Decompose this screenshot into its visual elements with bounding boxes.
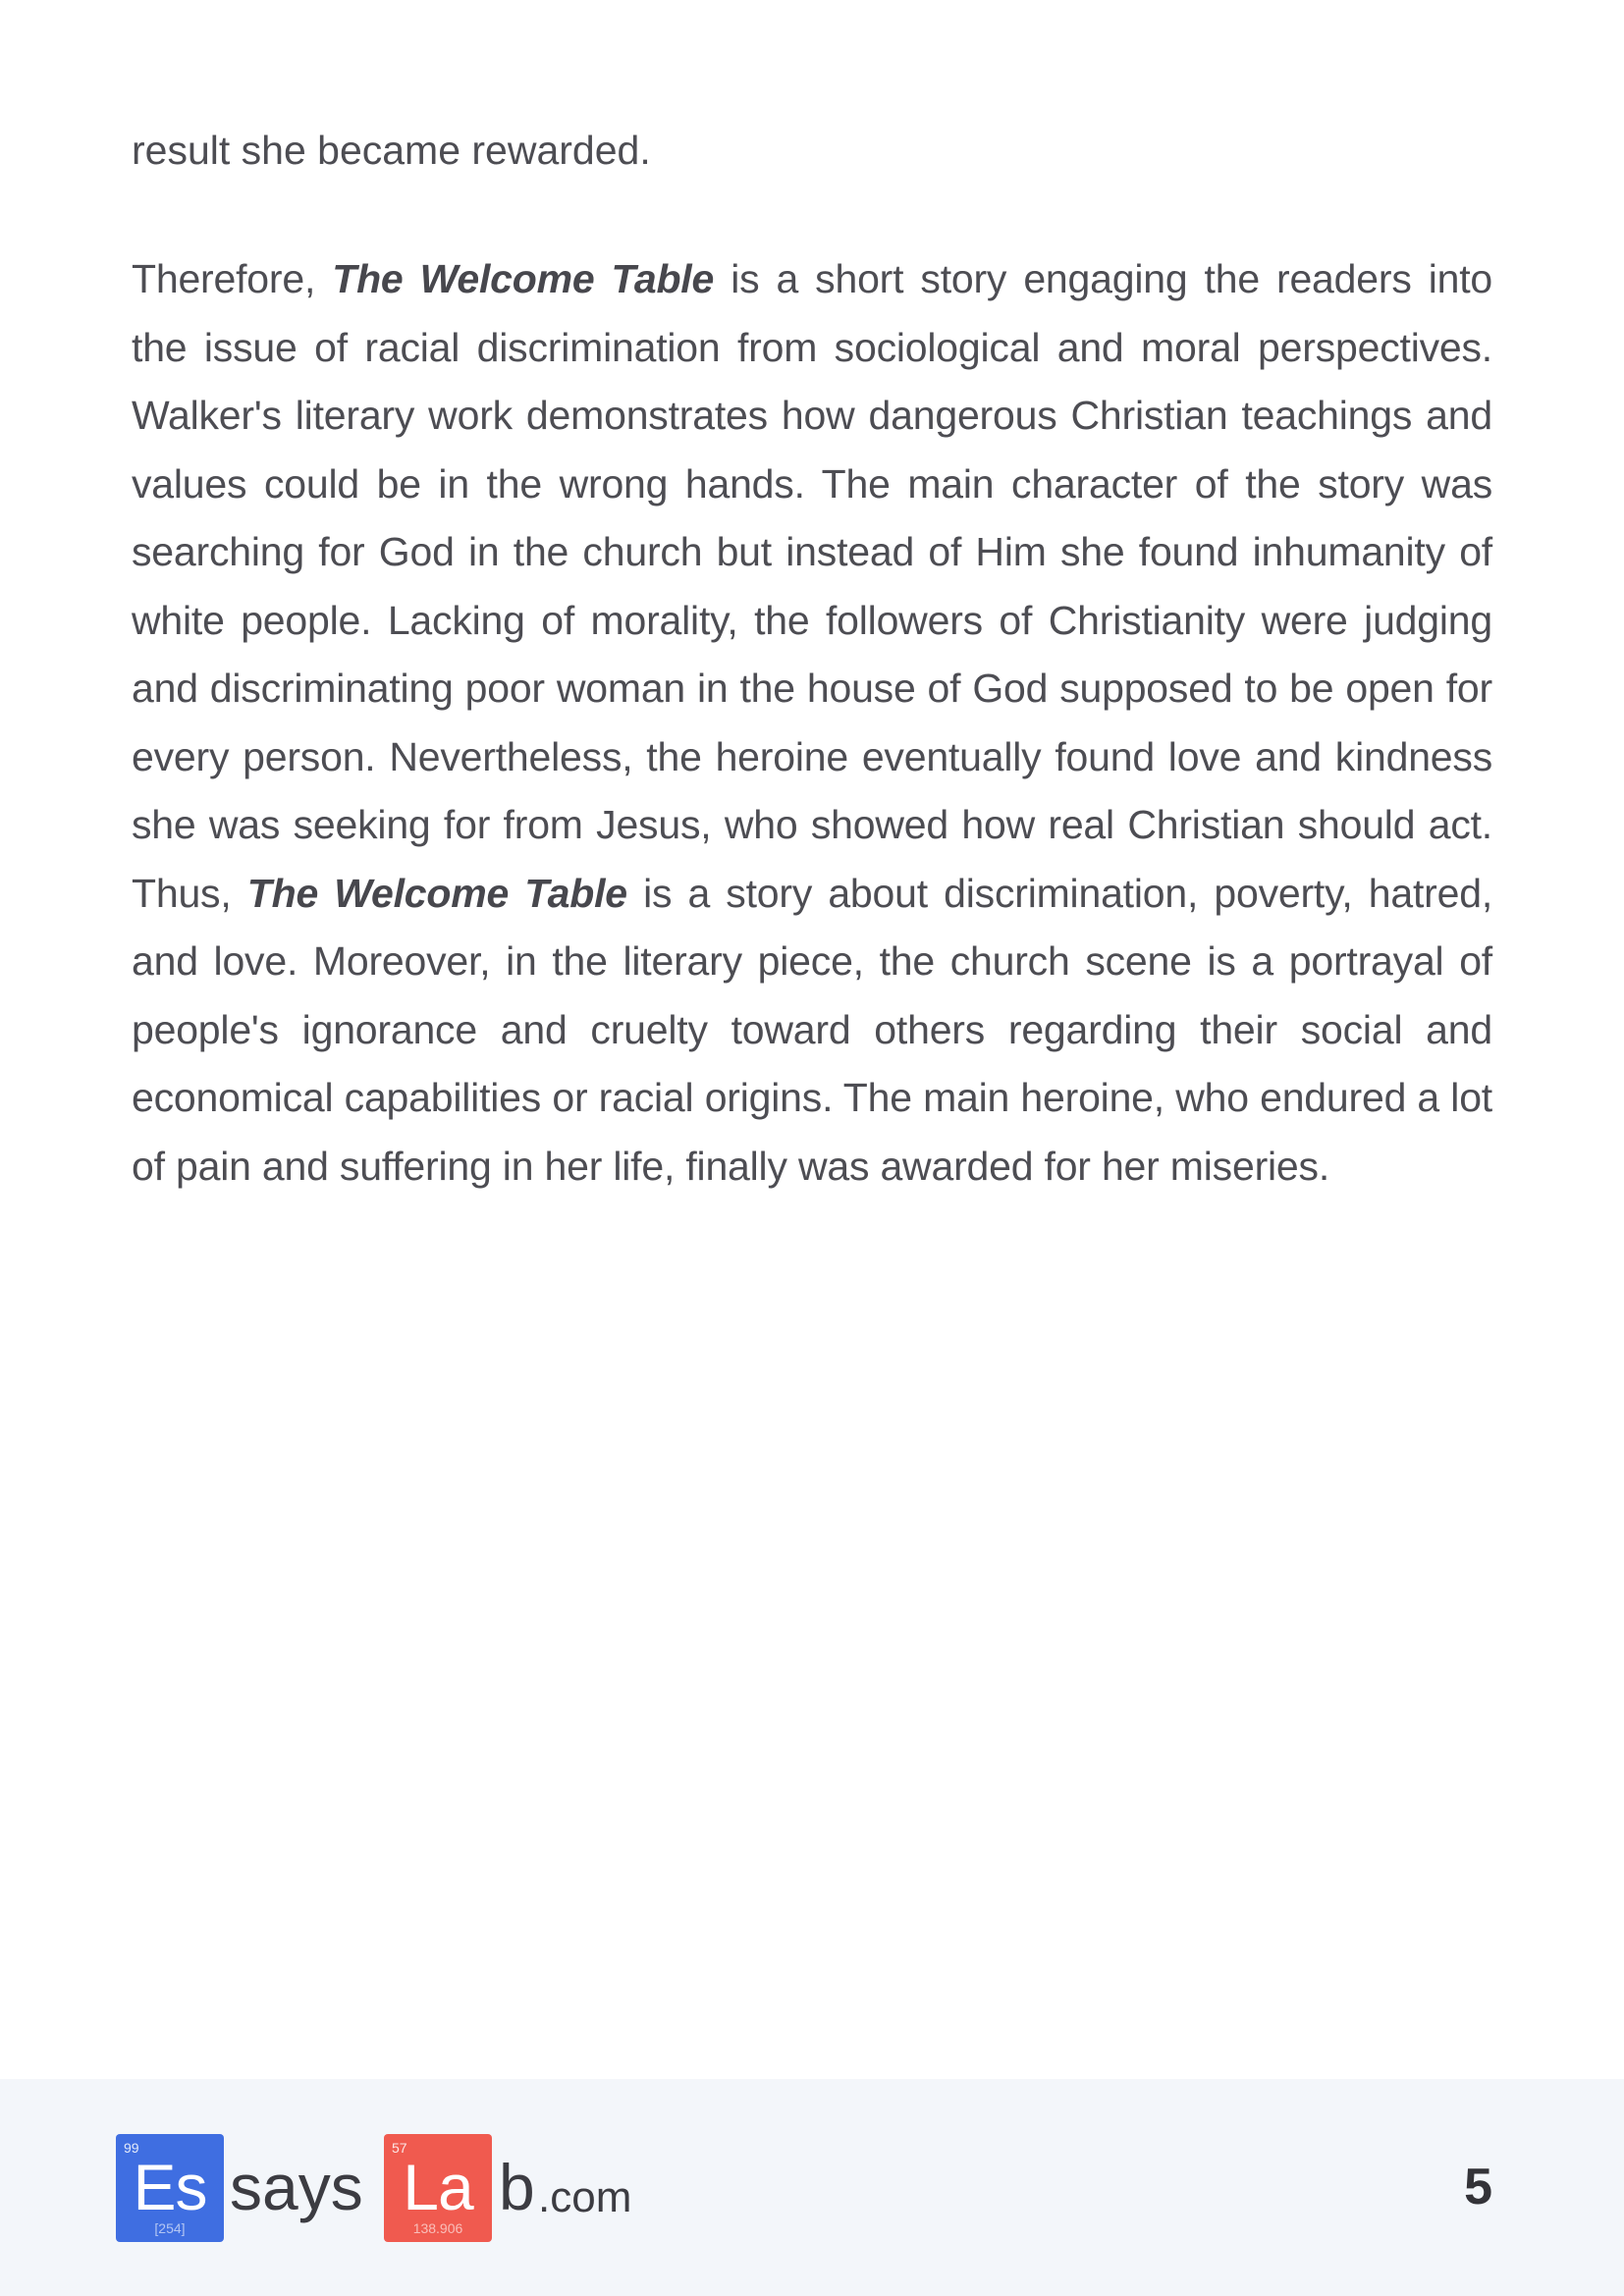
- page-footer: [0, 2079, 1624, 2296]
- logo-word-b: b: [499, 2151, 535, 2223]
- paragraph-text: Therefore,: [132, 256, 333, 301]
- logo-word-says: says: [230, 2151, 363, 2223]
- atomic-number: 57: [392, 2140, 407, 2156]
- element-tile-es: [116, 2134, 224, 2242]
- element-symbol: La: [403, 2151, 473, 2223]
- element-tile-la: [384, 2134, 492, 2242]
- page-number: 5: [1464, 2159, 1492, 2216]
- atomic-mass: [254]: [154, 2220, 186, 2236]
- story-title: The Welcome Table: [246, 870, 627, 916]
- continued-paragraph: result she became rewarded.: [132, 128, 651, 173]
- essayslab-logo[interactable]: [116, 2134, 666, 2244]
- atomic-mass: 138.906: [412, 2220, 463, 2236]
- atomic-number: 99: [124, 2140, 139, 2156]
- story-title: The Welcome Table: [332, 256, 715, 301]
- conclusion-paragraph: [132, 245, 1492, 1201]
- paragraph-text: is a short story engaging the readers into the issue of racial discrimination from sociological and moral perspectives. Walker's literary work demonstrates how dangerous Christian teachings and values could be in the wrong hands. The main character of the story was searching for God in the church but instead of Him she found inhumanity of white people. Lacking of morality, the followers of Christianity were judging and discriminating poor woman in the house of God supposed to be open for every person. Nevertheless, the heroine eventually found love and kindness she was seeking for from Jesus, who showed how real Christian should act. Thus,: [132, 256, 1492, 916]
- paragraph-text: is a story about discrimination, poverty, hatred, and love. Moreover, in the literary piece, the church scene is a portrayal of people's ignorance and cruelty toward others regarding their social and economical capabilities or racial origins. The main heroine, who endured a lot of pain and suffering in her life, finally was awarded for her miseries.: [132, 870, 1493, 1189]
- logo-domain: .com: [538, 2173, 632, 2221]
- element-symbol: Es: [133, 2151, 207, 2223]
